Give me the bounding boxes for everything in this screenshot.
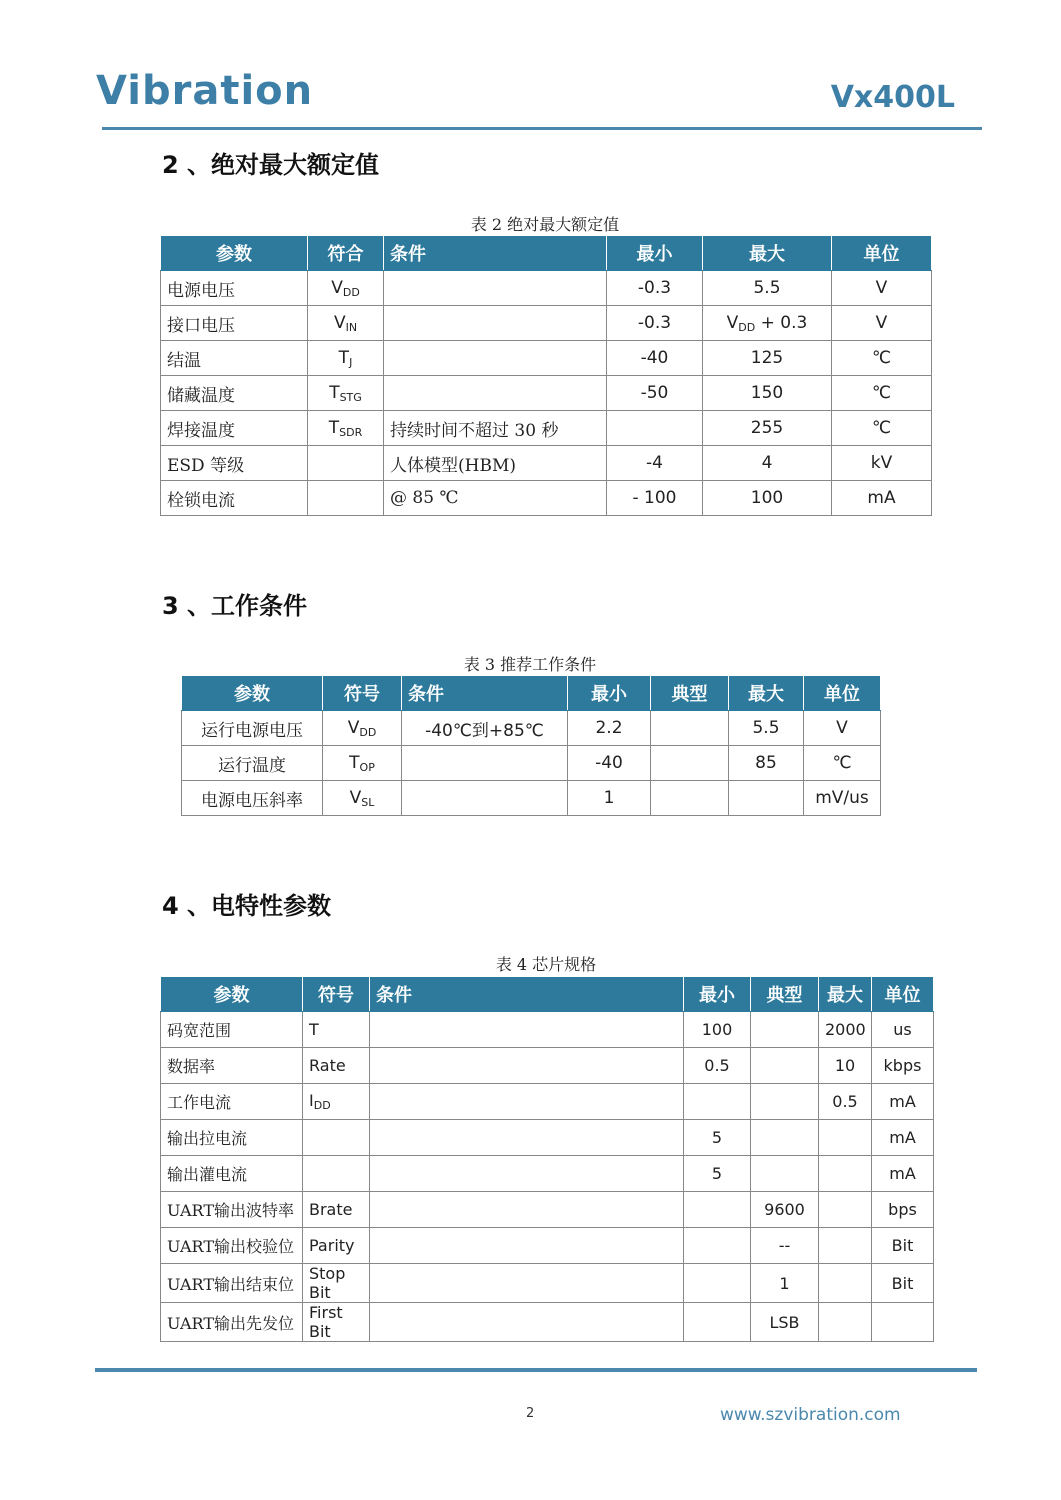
- table-chip-specifications: [160, 976, 934, 1342]
- column-header: 典型: [651, 676, 729, 711]
- table-row: [161, 271, 932, 306]
- typ-cell: [651, 746, 729, 781]
- condition-cell: [402, 781, 568, 816]
- unit-cell: V: [804, 711, 881, 746]
- symbol-text: T: [338, 347, 350, 368]
- unit-cell: [872, 1303, 934, 1342]
- min-cell: -4: [607, 446, 703, 481]
- typ-cell: LSB: [751, 1303, 819, 1342]
- max-cell: 2000: [819, 1012, 872, 1048]
- column-header: 典型: [751, 977, 819, 1012]
- condition-cell: [370, 1264, 684, 1303]
- symbol-cell: [308, 376, 384, 411]
- unit-cell: us: [872, 1012, 934, 1048]
- column-header: 参数: [161, 236, 308, 271]
- symbol-cell: [308, 411, 384, 446]
- param-cell: 运行电源电压: [182, 711, 323, 746]
- symbol-text: T: [309, 1020, 319, 1039]
- table-row: [161, 1084, 934, 1120]
- unit-cell: ℃: [832, 341, 932, 376]
- symbol-subscript: DD: [359, 725, 377, 739]
- max-text: 4: [761, 453, 773, 473]
- symbol-cell: [303, 1264, 370, 1303]
- max-cell: [729, 781, 804, 816]
- max-text: V: [726, 312, 739, 333]
- min-cell: -40: [568, 746, 651, 781]
- symbol-subscript: DD: [313, 1099, 331, 1112]
- condition-cell: -40℃到+85℃: [402, 711, 568, 746]
- table-row: [161, 1264, 934, 1303]
- condition-cell: 持续时间不超过 30 秒: [384, 411, 607, 446]
- min-cell: -40: [607, 341, 703, 376]
- min-cell: 1: [568, 781, 651, 816]
- column-header: 单位: [872, 977, 934, 1012]
- column-header: 最大: [819, 977, 872, 1012]
- column-header: 最大: [729, 676, 804, 711]
- max-cell: [819, 1120, 872, 1156]
- min-cell: [684, 1303, 751, 1342]
- table-row: [161, 1228, 934, 1264]
- symbol-subscript: STG: [339, 390, 362, 404]
- symbol-subscript: SDR: [339, 425, 363, 439]
- symbol-text: V: [333, 312, 346, 333]
- max-cell: [819, 1156, 872, 1192]
- symbol-cell: [308, 481, 384, 516]
- condition-cell: [370, 1048, 684, 1084]
- param-cell: 储藏温度: [161, 376, 308, 411]
- unit-cell: bps: [872, 1192, 934, 1228]
- column-header: 最大: [703, 236, 832, 271]
- max-cell: [703, 481, 832, 516]
- max-cell: [703, 271, 832, 306]
- min-cell: -50: [607, 376, 703, 411]
- symbol-text: T: [329, 382, 340, 403]
- table-row: [161, 481, 932, 516]
- typ-cell: [651, 711, 729, 746]
- unit-cell: kV: [832, 446, 932, 481]
- max-cell: [819, 1264, 872, 1303]
- symbol-text: Rate: [309, 1056, 346, 1075]
- param-cell: ESD 等级: [161, 446, 308, 481]
- symbol-text: Stop Bit: [309, 1264, 346, 1302]
- table-operating-conditions: [181, 675, 881, 816]
- symbol-subscript: DD: [342, 285, 360, 299]
- min-cell: 5: [684, 1156, 751, 1192]
- symbol-subscript: SL: [361, 795, 375, 809]
- param-cell: 输出灌电流: [161, 1156, 303, 1192]
- table-row: [161, 1012, 934, 1048]
- param-cell: 电源电压: [161, 271, 308, 306]
- table-row: [182, 781, 881, 816]
- condition-cell: [384, 341, 607, 376]
- column-header: 符号: [323, 676, 402, 711]
- symbol-cell: [308, 341, 384, 376]
- param-cell: UART输出先发位: [161, 1303, 303, 1342]
- column-header: 参数: [161, 977, 303, 1012]
- symbol-text: V: [349, 787, 362, 808]
- symbol-cell: [303, 1084, 370, 1120]
- typ-cell: [751, 1156, 819, 1192]
- max-text: 5.5: [753, 278, 781, 298]
- symbol-cell: [308, 306, 384, 341]
- table-row: [182, 711, 881, 746]
- min-cell: 100: [684, 1012, 751, 1048]
- symbol-cell: [303, 1156, 370, 1192]
- max-cell: [703, 446, 832, 481]
- max-text: 125: [750, 348, 784, 368]
- column-header: 最小: [568, 676, 651, 711]
- column-header: 条件: [402, 676, 568, 711]
- typ-cell: 1: [751, 1264, 819, 1303]
- column-header: 单位: [832, 236, 932, 271]
- param-cell: 码宽范围: [161, 1012, 303, 1048]
- max-cell: [819, 1303, 872, 1342]
- table-row: [161, 341, 932, 376]
- column-header: 最小: [684, 977, 751, 1012]
- condition-cell: [370, 1156, 684, 1192]
- condition-cell: [370, 1303, 684, 1342]
- typ-cell: [751, 1048, 819, 1084]
- symbol-cell: [303, 1012, 370, 1048]
- symbol-subscript: OP: [359, 760, 375, 774]
- max-text: 100: [750, 488, 784, 508]
- column-header: 单位: [804, 676, 881, 711]
- table-row: [161, 446, 932, 481]
- condition-cell: [402, 746, 568, 781]
- condition-cell: [384, 271, 607, 306]
- table-row: [161, 411, 932, 446]
- brand-logo: Vibration: [96, 68, 314, 114]
- table4-caption: 表 4 芯片规格: [495, 955, 597, 974]
- max-text: 150: [750, 383, 784, 403]
- max-cell: 85: [729, 746, 804, 781]
- typ-cell: --: [751, 1228, 819, 1264]
- max-cell: 5.5: [729, 711, 804, 746]
- condition-cell: [370, 1192, 684, 1228]
- symbol-text: V: [331, 277, 343, 298]
- max-cell: [703, 411, 832, 446]
- condition-cell: [370, 1084, 684, 1120]
- max-cell: [819, 1192, 872, 1228]
- unit-cell: mA: [872, 1156, 934, 1192]
- symbol-cell: [323, 781, 402, 816]
- page-number: 2: [526, 1406, 535, 1421]
- min-cell: [684, 1264, 751, 1303]
- condition-cell: @ 85 ℃: [384, 481, 607, 516]
- table-row: [161, 1156, 934, 1192]
- table-row: [161, 1303, 934, 1342]
- unit-cell: V: [832, 306, 932, 341]
- symbol-cell: [308, 271, 384, 306]
- typ-cell: [751, 1120, 819, 1156]
- symbol-subscript: J: [349, 355, 353, 369]
- typ-cell: [751, 1012, 819, 1048]
- min-cell: [684, 1084, 751, 1120]
- max-cell: [703, 306, 832, 341]
- footer-website[interactable]: www.szvibration.com: [720, 1405, 901, 1425]
- min-cell: -0.3: [607, 271, 703, 306]
- min-cell: [684, 1192, 751, 1228]
- column-header: 参数: [182, 676, 323, 711]
- unit-cell: Bit: [872, 1264, 934, 1303]
- condition-cell: [370, 1120, 684, 1156]
- param-cell: UART输出波特率: [161, 1192, 303, 1228]
- unit-cell: mA: [872, 1120, 934, 1156]
- table-absolute-max-ratings: [160, 235, 932, 516]
- min-cell: 5: [684, 1120, 751, 1156]
- symbol-text: I: [309, 1091, 314, 1110]
- typ-cell: [651, 781, 729, 816]
- param-cell: 数据率: [161, 1048, 303, 1084]
- footer-divider: [95, 1368, 977, 1372]
- column-header: 符合: [308, 236, 384, 271]
- min-cell: [684, 1228, 751, 1264]
- param-cell: 工作电流: [161, 1084, 303, 1120]
- symbol-cell: [323, 711, 402, 746]
- max-cell: 0.5: [819, 1084, 872, 1120]
- unit-cell: Bit: [872, 1228, 934, 1264]
- min-cell: [607, 411, 703, 446]
- param-cell: 运行温度: [182, 746, 323, 781]
- table-row: [182, 746, 881, 781]
- unit-cell: mV/us: [804, 781, 881, 816]
- typ-cell: 9600: [751, 1192, 819, 1228]
- condition-cell: [370, 1012, 684, 1048]
- min-cell: - 100: [607, 481, 703, 516]
- max-subscript: DD: [738, 320, 756, 334]
- unit-cell: mA: [832, 481, 932, 516]
- typ-cell: [751, 1084, 819, 1120]
- param-cell: 结温: [161, 341, 308, 376]
- param-cell: 电源电压斜率: [182, 781, 323, 816]
- param-cell: 焊接温度: [161, 411, 308, 446]
- symbol-cell: [303, 1192, 370, 1228]
- table-row: [161, 1120, 934, 1156]
- max-cell: [819, 1228, 872, 1264]
- symbol-text: Parity: [309, 1236, 355, 1255]
- condition-cell: [384, 376, 607, 411]
- table2-caption: 表 2 绝对最大额定值: [470, 215, 620, 234]
- param-cell: 栓锁电流: [161, 481, 308, 516]
- unit-cell: ℃: [804, 746, 881, 781]
- table3-caption: 表 3 推荐工作条件: [463, 655, 597, 674]
- symbol-cell: [303, 1048, 370, 1084]
- param-cell: 接口电压: [161, 306, 308, 341]
- section-heading-electrical-characteristics: 4 、电特性参数: [162, 892, 332, 920]
- max-text: 255: [750, 418, 784, 438]
- symbol-text: V: [347, 717, 360, 738]
- condition-cell: 人体模型(HBM): [384, 446, 607, 481]
- min-cell: 2.2: [568, 711, 651, 746]
- section-heading-operating-conditions: 3 、工作条件: [162, 592, 308, 620]
- symbol-text: Brate: [309, 1200, 353, 1219]
- unit-cell: V: [832, 271, 932, 306]
- symbol-cell: [323, 746, 402, 781]
- symbol-text: T: [328, 417, 340, 438]
- symbol-subscript: IN: [345, 320, 358, 334]
- symbol-cell: [303, 1120, 370, 1156]
- condition-cell: [370, 1228, 684, 1264]
- column-header: 条件: [370, 977, 684, 1012]
- min-cell: 0.5: [684, 1048, 751, 1084]
- table-row: [161, 1192, 934, 1228]
- max-cell: 10: [819, 1048, 872, 1084]
- header-divider: [102, 127, 982, 130]
- unit-cell: ℃: [832, 411, 932, 446]
- model-name: Vx400L: [830, 80, 955, 115]
- symbol-text: First Bit: [309, 1303, 343, 1341]
- unit-cell: kbps: [872, 1048, 934, 1084]
- section-heading-absolute-max: 2 、绝对最大额定值: [162, 151, 380, 179]
- symbol-text: T: [349, 752, 360, 773]
- max-cell: [703, 341, 832, 376]
- column-header: 条件: [384, 236, 607, 271]
- max-rest: + 0.3: [755, 312, 808, 333]
- column-header: 最小: [607, 236, 703, 271]
- min-cell: -0.3: [607, 306, 703, 341]
- param-cell: UART输出校验位: [161, 1228, 303, 1264]
- param-cell: 输出拉电流: [161, 1120, 303, 1156]
- symbol-cell: [303, 1228, 370, 1264]
- symbol-cell: [308, 446, 384, 481]
- column-header: 符号: [303, 977, 370, 1012]
- table-row: [161, 306, 932, 341]
- table-row: [161, 1048, 934, 1084]
- unit-cell: ℃: [832, 376, 932, 411]
- symbol-cell: [303, 1303, 370, 1342]
- max-cell: [703, 376, 832, 411]
- param-cell: UART输出结束位: [161, 1264, 303, 1303]
- table-row: [161, 376, 932, 411]
- unit-cell: mA: [872, 1084, 934, 1120]
- condition-cell: [384, 306, 607, 341]
